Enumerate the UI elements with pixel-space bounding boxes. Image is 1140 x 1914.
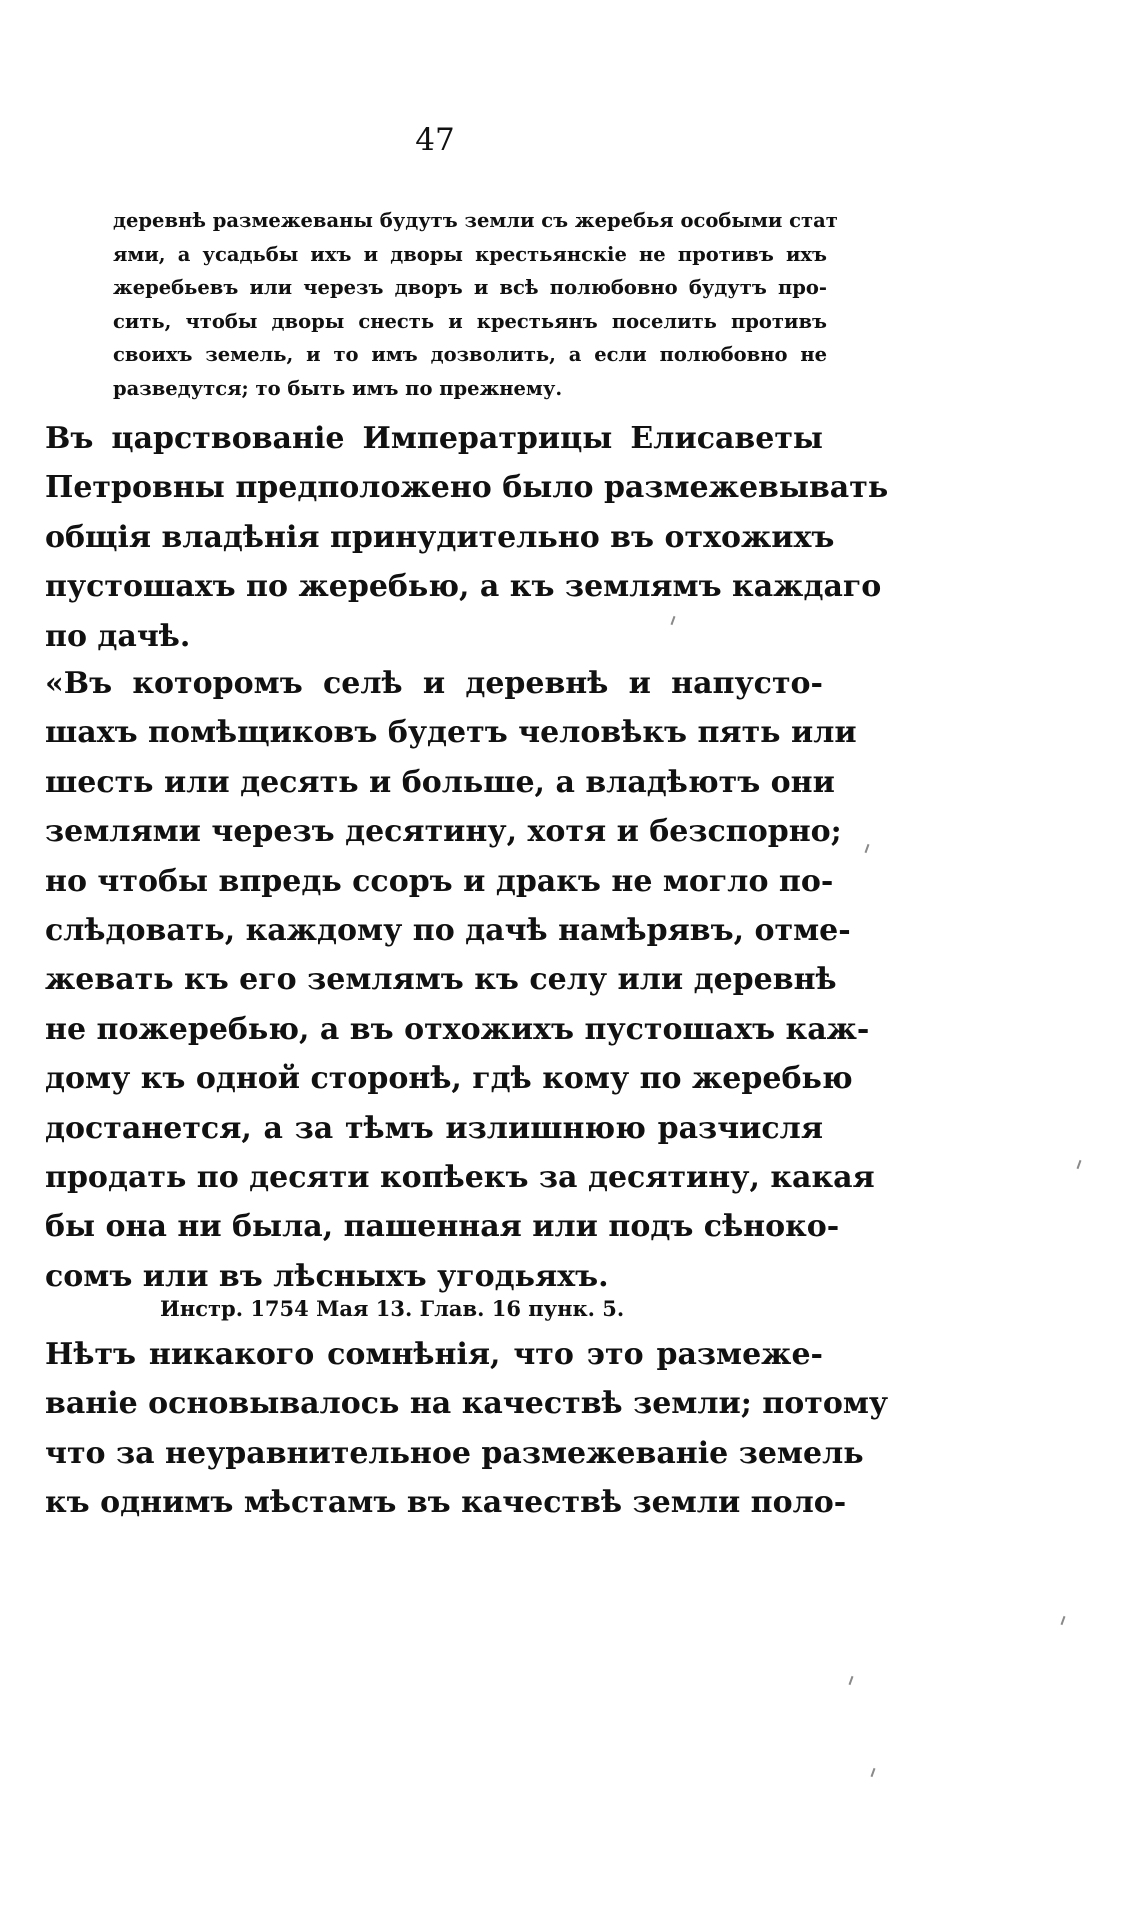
- text-line: достанется, а за тѣмъ излишнюю разчисля: [45, 1110, 823, 1146]
- text-line: не пожеребью, а въ отхожихъ пустошахъ каж-: [45, 1011, 870, 1047]
- text-line: сомъ или въ лѣсныхъ угодьяхъ.: [45, 1258, 609, 1294]
- scan-speck: [871, 1768, 876, 1777]
- paragraph-2-quotation: [45, 659, 875, 1301]
- scan-speck: [1061, 1616, 1066, 1625]
- footnote-line: ями, а усадьбы ихъ и дворы крестьянскіе не противъ ихъ: [113, 242, 827, 266]
- paragraph-1: [45, 414, 889, 661]
- text-line: жевать къ его землямъ къ селу или деревнѣ: [45, 962, 837, 998]
- scan-speck: [849, 1676, 854, 1685]
- footnote-block: [113, 204, 838, 406]
- text-line: къ однимъ мѣстамъ въ качествѣ земли поло-: [45, 1485, 847, 1521]
- text-line: продать по десяти копѣекъ за десятину, какая: [45, 1159, 875, 1195]
- text-line: слѣдовать, каждому по дачѣ намѣрявъ, отме-: [45, 912, 851, 948]
- footnote-line: деревнѣ размежеваны будутъ земли съ жеребья особыми стат: [113, 209, 838, 232]
- scan-speck: [1077, 1160, 1082, 1169]
- footnote-line: разведутся; то быть имъ по прежнему.: [113, 376, 563, 400]
- text-line: по дачѣ.: [45, 618, 191, 654]
- text-line: бы она ни была, пашенная или подъ сѣноко-: [45, 1209, 840, 1245]
- paragraph-3: [45, 1330, 889, 1528]
- text-line: что за неуравнительное размежеваніе земель: [45, 1435, 864, 1471]
- text-line: дому къ одной сторонѣ, гдѣ кому по жеребью: [45, 1061, 853, 1097]
- text-line: Нѣтъ никакого сомнѣнія, что это размеже-: [45, 1337, 823, 1372]
- footnote-line: сить, чтобы дворы снесть и крестьянъ поселить противъ: [113, 309, 827, 333]
- citation: Инстр. 1754 Мая 13. Глав. 16 пунк. 5.: [160, 1296, 625, 1321]
- text-line: «Въ которомъ селѣ и деревнѣ и напусто-: [45, 666, 823, 701]
- text-line: ваніе основывалось на качествѣ земли; потому: [45, 1386, 889, 1422]
- text-line: шахъ помѣщиковъ будетъ человѣкъ пять или: [45, 715, 857, 751]
- footnote-line: своихъ земель, и то имъ дозволить, а если полюбовно не: [113, 343, 827, 367]
- text-line: землями черезъ десятину, хотя и безспорно;: [45, 814, 842, 850]
- text-line: общія владѣнія принудительно въ отхожихъ: [45, 519, 835, 555]
- footnote-line: жеребьевъ или черезъ дворъ и всѣ полюбовно будутъ про-: [113, 276, 827, 300]
- scan-speck: [865, 844, 870, 853]
- text-line: Въ царствованіе Императрицы Елисаветы: [45, 421, 823, 456]
- text-line: но чтобы впредь ссоръ и дракъ не могло по-: [45, 863, 834, 899]
- text-line: шесть или десять и больше, а владѣютъ они: [45, 764, 835, 800]
- text-line: пустошахъ по жеребью, а къ землямъ каждаго: [45, 569, 882, 605]
- page-number: 47: [415, 122, 455, 158]
- text-line: Петровны предположено было размежевывать: [45, 470, 889, 506]
